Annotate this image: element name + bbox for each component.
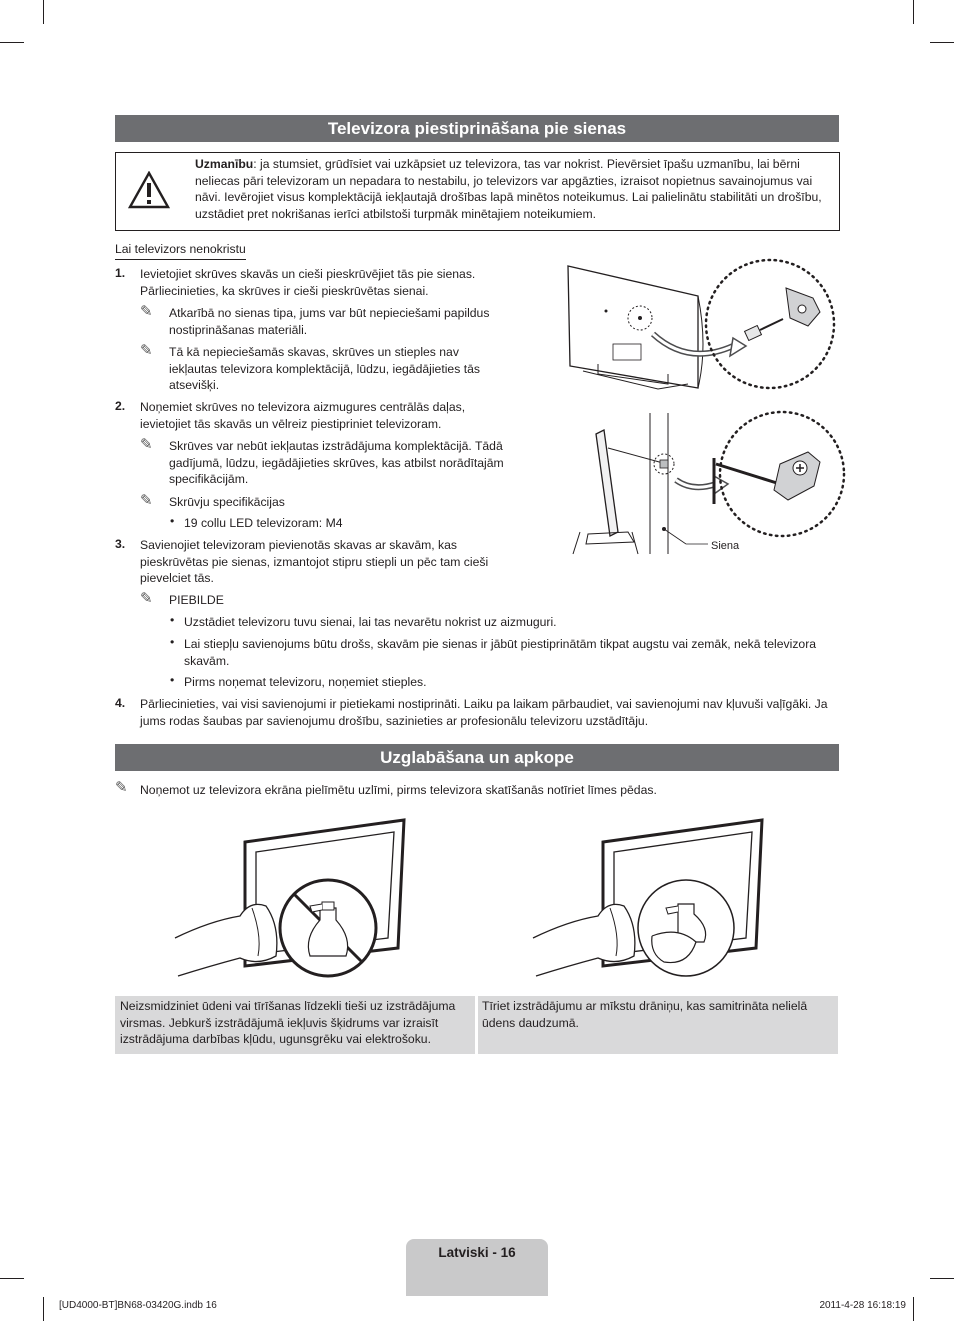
- page-number-tab: [406, 1239, 548, 1296]
- caution-box: [115, 152, 840, 231]
- pencil-note-icon: ✎: [140, 303, 153, 320]
- tv-side-wall-illustration: [568, 408, 848, 556]
- step-number: 1.: [115, 266, 126, 280]
- caution-label: Uzmanību: [195, 157, 254, 171]
- step-text: Pārliecinieties, vai visi savienojumi ir pietiekami nostiprināti. Laiku pa laikam pārbaudiet, vai savienojumi nav kļuvuši vaļīgāki. Ja jums rodas šaubas par savienojumu drošību, sazinieties ar profesionālu televizoru uzstādītāju.: [140, 697, 828, 728]
- page-label: Latviski - 16: [438, 1245, 516, 1260]
- note-text: Skrūves var nebūt iekļautas izstrādājuma komplektācijā. Tādā gadījumā, lūdzu, iegādājieties skrūves, kas atbilst norādītajām specifikācijām.: [169, 439, 504, 487]
- bullet-text: 19 collu LED televizoram: M4: [184, 516, 343, 530]
- caution-text: [195, 156, 835, 222]
- crop-mark: [0, 42, 24, 43]
- crop-mark: [913, 1297, 914, 1321]
- note-text: Skrūvju specifikācijas: [169, 495, 285, 509]
- wall-label: Siena: [711, 540, 740, 552]
- bullet-text: Lai stiepļu savienojums būtu drošs, skavām pie sienas ir jābūt piestiprinātām tikpat augstu vai zemāk, nekā televizora skavām.: [184, 637, 817, 668]
- step-text: Savienojiet televizoram pievienotās skavas ar skavām, kas pieskrūvētas pie sienas, izmantojot stipru stiepli un pēc tam cieši pievelciet tās.: [140, 538, 489, 586]
- pencil-note-icon: ✎: [140, 590, 153, 607]
- note-text: Atkarībā no sienas tipa, jums var būt nepieciešami papildus nostiprināšanas materiāli.: [169, 306, 490, 337]
- pencil-note-icon: ✎: [115, 779, 128, 796]
- step-text: Noņemiet skrūves no televizora aizmugures centrālās daļas, ievietojiet tās skavās un vēlreiz piestipriniet televizoram.: [140, 400, 466, 431]
- bullet-text: Uzstādiet televizoru tuvu sienai, lai tas nevarētu nokrist uz aizmuguri.: [184, 615, 557, 629]
- caption-prohibited-text: Neizsmidziniet ūdeni vai tīrīšanas līdzekli tieši uz izstrādājuma virsmas. Jebkurš izstrādājumā iekļuvis šķidrums var izraisīt izstrādājuma darbības kļūdu, ugunsgrēku vai elektrošoku.: [120, 999, 456, 1047]
- crop-mark: [930, 42, 954, 43]
- spray-prohibited-illustration: [170, 816, 410, 986]
- caption-correct: [478, 996, 838, 1054]
- pencil-note-icon: ✎: [140, 436, 153, 453]
- footer-file-name: [UD4000-BT]BN68-03420G.indb 16: [59, 1300, 217, 1311]
- caution-body: : ja stumsiet, grūdīsiet vai uzkāpsiet uz televizora, tas var nokrist. Pievērsiet īpašu uzmanību, lai bērni neliecas pāri televizoram un nepadara to nestabilu, jo televizors var apgāzties, izraisot nopietnus savainojumus vai nāvi. Ievērojiet visus komplektācijā iekļautajā drošības lapā minētos noteikumus. Lai palielinātu stabilitāti un drošību, uzstādiet pret nokrišanas ierīci atbilstoši turpmāk minētajiem noteikumiem.: [195, 157, 822, 221]
- crop-mark: [43, 0, 44, 24]
- crop-mark: [0, 1278, 24, 1279]
- pencil-note-icon: ✎: [140, 492, 153, 509]
- pencil-note-icon: ✎: [140, 342, 153, 359]
- cloth-cleaning-illustration: [528, 816, 768, 986]
- bullet: •: [170, 613, 175, 627]
- caption-prohibited: [115, 996, 475, 1054]
- caption-correct-text: Tīriet izstrādājumu ar mīkstu drāniņu, kas samitrināta nelielā ūdens daudzumā.: [482, 999, 808, 1030]
- bullet-text: Pirms noņemat televizoru, noņemiet stieples.: [184, 675, 427, 689]
- crop-mark: [43, 1297, 44, 1321]
- step-text: Ievietojiet skrūves skavās un cieši pieskrūvējiet tās pie sienas. Pārliecinieties, ka skrūves ir cieši pieskrūvētas sienai.: [140, 267, 476, 298]
- footer-date: 2011-4-28 16:18:19: [819, 1300, 906, 1311]
- note-label: PIEBILDE: [169, 593, 224, 607]
- section-title-storage-maintenance: Uzglabāšana un apkope: [115, 744, 839, 771]
- bullet: •: [170, 673, 175, 687]
- step-number: 4.: [115, 696, 126, 710]
- step-number: 3.: [115, 537, 126, 551]
- crop-mark: [930, 1278, 954, 1279]
- bullet: •: [170, 635, 175, 649]
- bullet: •: [170, 514, 175, 528]
- warning-triangle-icon: [128, 171, 170, 209]
- crop-mark: [913, 0, 914, 24]
- note-text: Tā kā nepieciešamās skavas, skrūves un stieples nav iekļautas televizora komplektācijā, lūdzu, iegādājieties tās atsevišķi.: [169, 345, 480, 393]
- care-note-text: Noņemot uz televizora ekrāna pielīmētu uzlīmi, pirms televizora skatīšanās notīriet līmes pēdas.: [140, 783, 657, 797]
- subheading-prevent-falling: Lai televizors nenokristu: [115, 241, 246, 260]
- tv-back-bracket-illustration: [558, 256, 848, 396]
- step-number: 2.: [115, 399, 126, 413]
- section-title-wall-mount: Televizora piestiprināšana pie sienas: [115, 115, 839, 142]
